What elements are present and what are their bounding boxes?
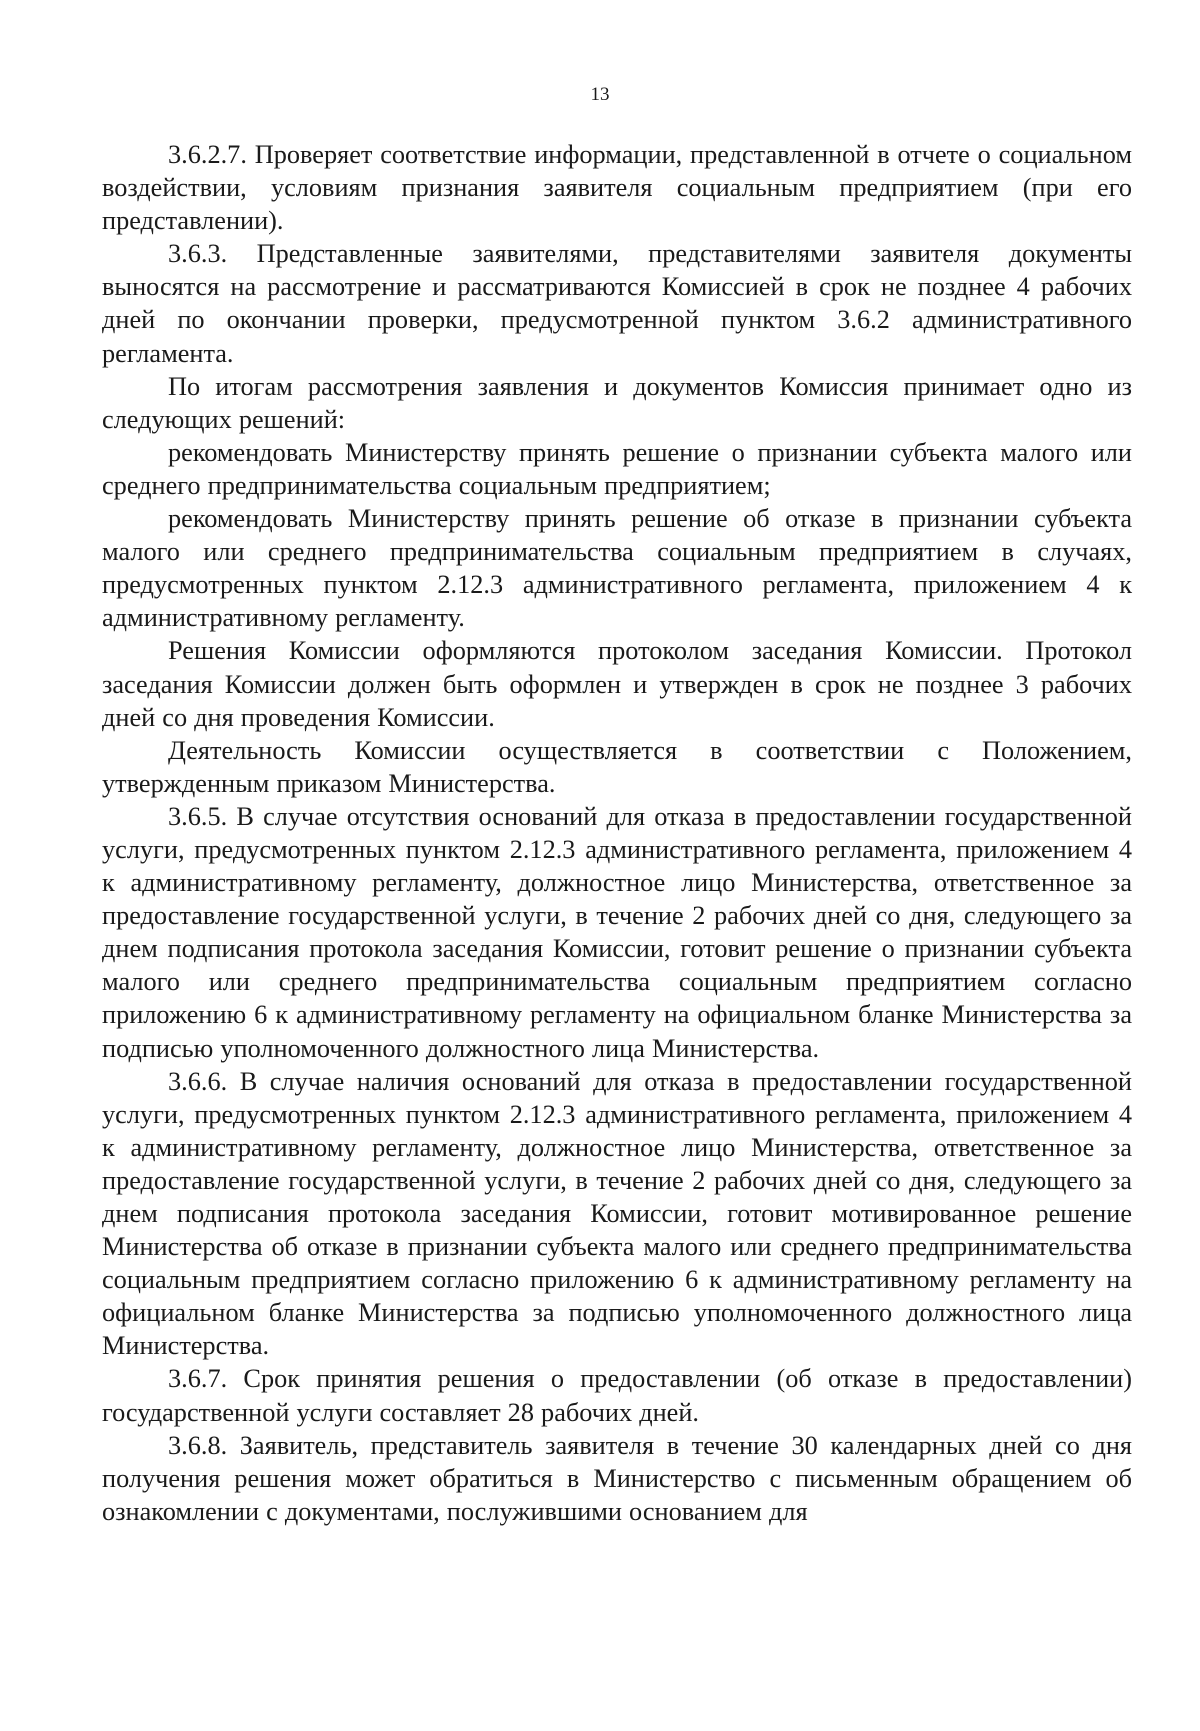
document-body [102, 138, 1132, 1528]
paragraph-decisions-intro: По итогам рассмотрения заявления и документов Комиссия принимает одно из следующих решений: [102, 371, 1132, 434]
paragraph-decision-refuse: рекомендовать Министерству принять решение об отказе в признании субъекта малого или среднего предпринимательства социальным предприятием в случаях, предусмотренных пунктом 2.12.3 административного регламента, приложением 4 к административному регламенту. [102, 504, 1132, 633]
paragraph-3-6-8: 3.6.8. Заявитель, представитель заявителя в течение 30 календарных дней со дня получения решения может обратиться в Министерство с письменным обращением об ознакомлении с документами, послужившими основанием для [102, 1430, 1132, 1526]
paragraph-3-6-6: 3.6.6. В случае наличия оснований для отказа в предоставлении государственной услуги, предусмотренных пунктом 2.12.3 административного регламента, приложением 4 к административному регламенту, должностное лицо Министерства, ответственное за предоставление государственной услуги, в течение 2 рабочих дней со дня, следующего за днем подписания протокола заседания Комиссии, готовит мотивированное решение Министерства об отказе в признании субъекта малого или среднего предпринимательства социальным предприятием согласно приложению 6 к административному регламенту на официальном бланке Министерства за подписью уполномоченного должностного лица Министерства. [102, 1066, 1132, 1361]
paragraph-protocol: Решения Комиссии оформляются протоколом заседания Комиссии. Протокол заседания Комиссии должен быть оформлен и утвержден в срок не позднее 3 рабочих дней со дня проведения Комиссии. [102, 636, 1132, 732]
paragraph-3-6-5: 3.6.5. В случае отсутствия оснований для отказа в предоставлении государственной услуги, предусмотренных пунктом 2.12.3 административного регламента, приложением 4 к административному регламенту, должностное лицо Министерства, ответственное за предоставление государственной услуги, в течение 2 рабочих дней со дня, следующего за днем подписания протокола заседания Комиссии, готовит решение о признании субъекта малого или среднего предпринимательства социальным предприятием согласно приложению 6 к административному регламенту на официальном бланке Министерства за подписью уполномоченного должностного лица Министерства. [102, 801, 1132, 1063]
paragraph-3-6-3: 3.6.3. Представленные заявителями, представителями заявителя документы выносятся на рассмотрение и рассматриваются Комиссией в срок не позднее 4 рабочих дней по окончании проверки, предусмотренной пунктом 3.6.2 административного регламента. [102, 239, 1132, 368]
paragraph-3-6-7: 3.6.7. Срок принятия решения о предоставлении (об отказе в предоставлении) государственной услуги составляет 28 рабочих дней. [102, 1364, 1132, 1427]
page-number: 13 [590, 84, 610, 105]
paragraph-commission-activity: Деятельность Комиссии осуществляется в соответствии с Положением, утвержденным приказом Министерства. [102, 735, 1132, 798]
paragraph-decision-recognize: рекомендовать Министерству принять решение о признании субъекта малого или среднего предпринимательства социальным предприятием; [102, 437, 1132, 500]
paragraph-3-6-2-7: 3.6.2.7. Проверяет соответствие информации, представленной в отчете о социальном воздействии, условиям признания заявителя социальным предприятием (при его представлении). [102, 140, 1132, 236]
